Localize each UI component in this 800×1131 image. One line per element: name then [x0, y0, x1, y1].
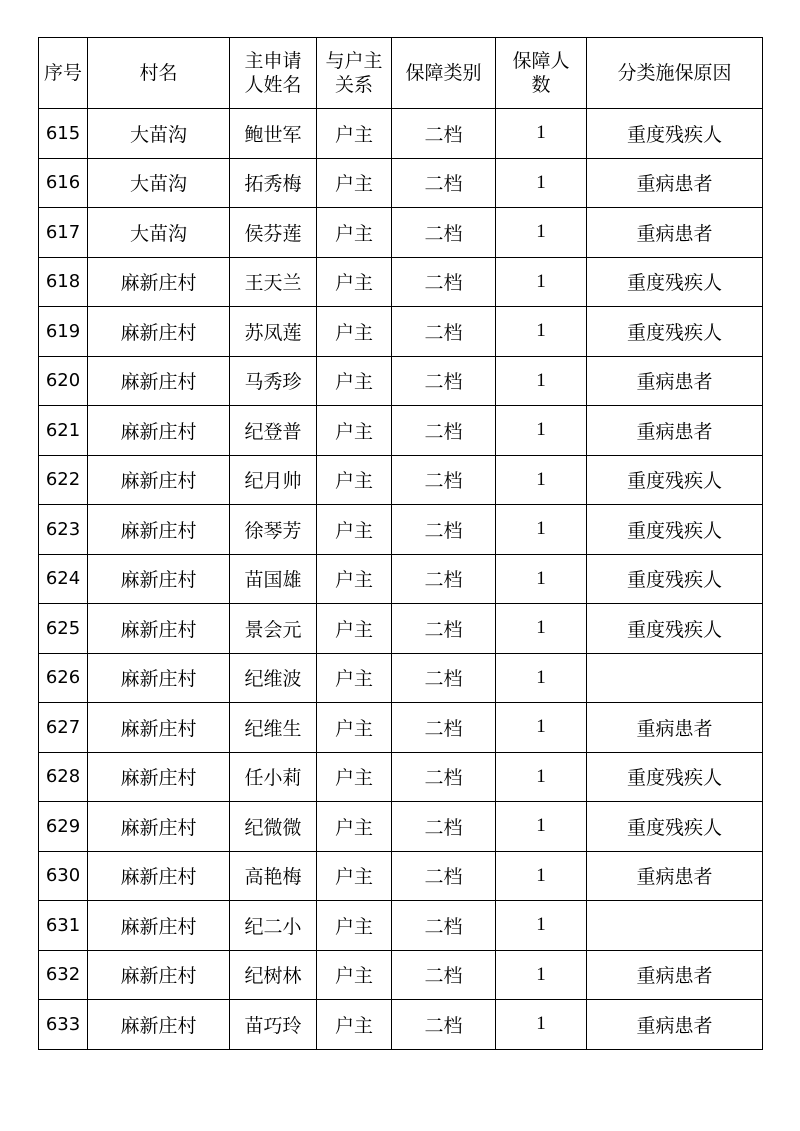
header-seq: 序号: [39, 38, 88, 109]
cell-seq: 633: [39, 1000, 88, 1050]
cell-reason: 重病患者: [587, 1000, 763, 1050]
cell-count: 1: [496, 1000, 587, 1050]
cell-seq: 631: [39, 901, 88, 951]
table-row: [39, 455, 763, 505]
header-count: 保障人数: [496, 38, 587, 109]
cell-relation: 户主: [317, 802, 392, 852]
cell-reason: [587, 653, 763, 703]
cell-village: 麻新庄村: [88, 901, 230, 951]
table-row: [39, 653, 763, 703]
cell-count: 1: [496, 257, 587, 307]
cell-count: 1: [496, 554, 587, 604]
cell-count: 1: [496, 752, 587, 802]
cell-count: 1: [496, 851, 587, 901]
cell-reason: 重度残疾人: [587, 505, 763, 555]
cell-seq: 629: [39, 802, 88, 852]
cell-seq: 618: [39, 257, 88, 307]
cell-seq: 630: [39, 851, 88, 901]
cell-reason: 重度残疾人: [587, 307, 763, 357]
cell-count: 1: [496, 604, 587, 654]
assistance-roster-table: [38, 37, 763, 1050]
cell-category: 二档: [392, 752, 496, 802]
cell-seq: 624: [39, 554, 88, 604]
cell-applicant: 纪维生: [230, 703, 317, 753]
cell-category: 二档: [392, 802, 496, 852]
cell-village: 麻新庄村: [88, 307, 230, 357]
cell-reason: 重度残疾人: [587, 257, 763, 307]
cell-village: 麻新庄村: [88, 455, 230, 505]
cell-applicant: 景会元: [230, 604, 317, 654]
cell-seq: 623: [39, 505, 88, 555]
cell-village: 麻新庄村: [88, 257, 230, 307]
cell-relation: 户主: [317, 604, 392, 654]
cell-seq: 628: [39, 752, 88, 802]
cell-count: 1: [496, 802, 587, 852]
cell-applicant: 鲍世军: [230, 109, 317, 159]
table-row: [39, 950, 763, 1000]
cell-reason: 重度残疾人: [587, 455, 763, 505]
cell-village: 大苗沟: [88, 208, 230, 258]
cell-reason: 重度残疾人: [587, 752, 763, 802]
cell-village: 麻新庄村: [88, 752, 230, 802]
cell-applicant: 苗国雄: [230, 554, 317, 604]
cell-reason: 重病患者: [587, 851, 763, 901]
cell-village: 大苗沟: [88, 158, 230, 208]
cell-village: 麻新庄村: [88, 406, 230, 456]
cell-relation: 户主: [317, 901, 392, 951]
cell-village: 麻新庄村: [88, 1000, 230, 1050]
cell-applicant: 纪二小: [230, 901, 317, 951]
cell-count: 1: [496, 356, 587, 406]
cell-relation: 户主: [317, 307, 392, 357]
cell-applicant: 苏凤莲: [230, 307, 317, 357]
cell-category: 二档: [392, 356, 496, 406]
header-row: [39, 38, 763, 109]
cell-category: 二档: [392, 158, 496, 208]
cell-relation: 户主: [317, 356, 392, 406]
cell-relation: 户主: [317, 158, 392, 208]
cell-applicant: 高艳梅: [230, 851, 317, 901]
cell-seq: 627: [39, 703, 88, 753]
cell-reason: [587, 901, 763, 951]
cell-reason: 重度残疾人: [587, 554, 763, 604]
cell-relation: 户主: [317, 703, 392, 753]
cell-applicant: 任小莉: [230, 752, 317, 802]
table-row: [39, 208, 763, 258]
cell-category: 二档: [392, 554, 496, 604]
cell-count: 1: [496, 950, 587, 1000]
cell-seq: 622: [39, 455, 88, 505]
cell-village: 麻新庄村: [88, 554, 230, 604]
cell-reason: 重病患者: [587, 703, 763, 753]
cell-count: 1: [496, 703, 587, 753]
cell-category: 二档: [392, 703, 496, 753]
cell-village: 麻新庄村: [88, 802, 230, 852]
cell-applicant: 苗巧玲: [230, 1000, 317, 1050]
cell-relation: 户主: [317, 505, 392, 555]
cell-seq: 615: [39, 109, 88, 159]
cell-applicant: 纪微微: [230, 802, 317, 852]
cell-reason: 重病患者: [587, 208, 763, 258]
table-row: [39, 158, 763, 208]
cell-reason: 重病患者: [587, 406, 763, 456]
table-body: [39, 109, 763, 1050]
cell-category: 二档: [392, 851, 496, 901]
table-row: [39, 901, 763, 951]
cell-village: 麻新庄村: [88, 505, 230, 555]
cell-count: 1: [496, 505, 587, 555]
cell-category: 二档: [392, 208, 496, 258]
cell-count: 1: [496, 901, 587, 951]
cell-relation: 户主: [317, 1000, 392, 1050]
cell-count: 1: [496, 158, 587, 208]
cell-applicant: 侯芬莲: [230, 208, 317, 258]
cell-category: 二档: [392, 307, 496, 357]
cell-applicant: 纪树林: [230, 950, 317, 1000]
cell-seq: 632: [39, 950, 88, 1000]
cell-count: 1: [496, 406, 587, 456]
table-row: [39, 703, 763, 753]
cell-seq: 626: [39, 653, 88, 703]
cell-seq: 625: [39, 604, 88, 654]
table-row: [39, 802, 763, 852]
cell-seq: 620: [39, 356, 88, 406]
cell-applicant: 纪登普: [230, 406, 317, 456]
cell-village: 麻新庄村: [88, 703, 230, 753]
cell-seq: 619: [39, 307, 88, 357]
cell-applicant: 王天兰: [230, 257, 317, 307]
cell-seq: 617: [39, 208, 88, 258]
cell-category: 二档: [392, 950, 496, 1000]
table-row: [39, 406, 763, 456]
header-relation: 与户主关系: [317, 38, 392, 109]
cell-village: 麻新庄村: [88, 950, 230, 1000]
cell-relation: 户主: [317, 851, 392, 901]
table-row: [39, 109, 763, 159]
cell-relation: 户主: [317, 257, 392, 307]
cell-relation: 户主: [317, 554, 392, 604]
cell-count: 1: [496, 307, 587, 357]
cell-reason: 重病患者: [587, 356, 763, 406]
cell-applicant: 马秀珍: [230, 356, 317, 406]
cell-relation: 户主: [317, 109, 392, 159]
table-row: [39, 752, 763, 802]
table-row: [39, 604, 763, 654]
cell-applicant: 拓秀梅: [230, 158, 317, 208]
cell-count: 1: [496, 208, 587, 258]
cell-reason: 重病患者: [587, 158, 763, 208]
table-row: [39, 257, 763, 307]
table-row: [39, 356, 763, 406]
cell-relation: 户主: [317, 208, 392, 258]
cell-category: 二档: [392, 604, 496, 654]
cell-count: 1: [496, 455, 587, 505]
cell-category: 二档: [392, 455, 496, 505]
cell-category: 二档: [392, 109, 496, 159]
table-row: [39, 1000, 763, 1050]
cell-relation: 户主: [317, 455, 392, 505]
cell-reason: 重度残疾人: [587, 802, 763, 852]
cell-village: 大苗沟: [88, 109, 230, 159]
table-row: [39, 851, 763, 901]
cell-seq: 621: [39, 406, 88, 456]
cell-relation: 户主: [317, 653, 392, 703]
cell-reason: 重度残疾人: [587, 109, 763, 159]
table-row: [39, 505, 763, 555]
cell-relation: 户主: [317, 950, 392, 1000]
table-row: [39, 307, 763, 357]
cell-seq: 616: [39, 158, 88, 208]
cell-village: 麻新庄村: [88, 653, 230, 703]
cell-applicant: 徐琴芳: [230, 505, 317, 555]
document-page: [38, 37, 762, 1050]
cell-count: 1: [496, 653, 587, 703]
header-village: 村名: [88, 38, 230, 109]
header-reason: 分类施保原因: [587, 38, 763, 109]
cell-reason: 重病患者: [587, 950, 763, 1000]
cell-category: 二档: [392, 1000, 496, 1050]
cell-applicant: 纪维波: [230, 653, 317, 703]
header-applicant: 主申请人姓名: [230, 38, 317, 109]
cell-reason: 重度残疾人: [587, 604, 763, 654]
cell-village: 麻新庄村: [88, 604, 230, 654]
cell-relation: 户主: [317, 752, 392, 802]
cell-category: 二档: [392, 505, 496, 555]
cell-applicant: 纪月帅: [230, 455, 317, 505]
table-header: [39, 38, 763, 109]
header-category: 保障类别: [392, 38, 496, 109]
cell-village: 麻新庄村: [88, 851, 230, 901]
table-row: [39, 554, 763, 604]
cell-category: 二档: [392, 901, 496, 951]
cell-category: 二档: [392, 406, 496, 456]
cell-relation: 户主: [317, 406, 392, 456]
cell-category: 二档: [392, 257, 496, 307]
cell-category: 二档: [392, 653, 496, 703]
cell-village: 麻新庄村: [88, 356, 230, 406]
cell-count: 1: [496, 109, 587, 159]
